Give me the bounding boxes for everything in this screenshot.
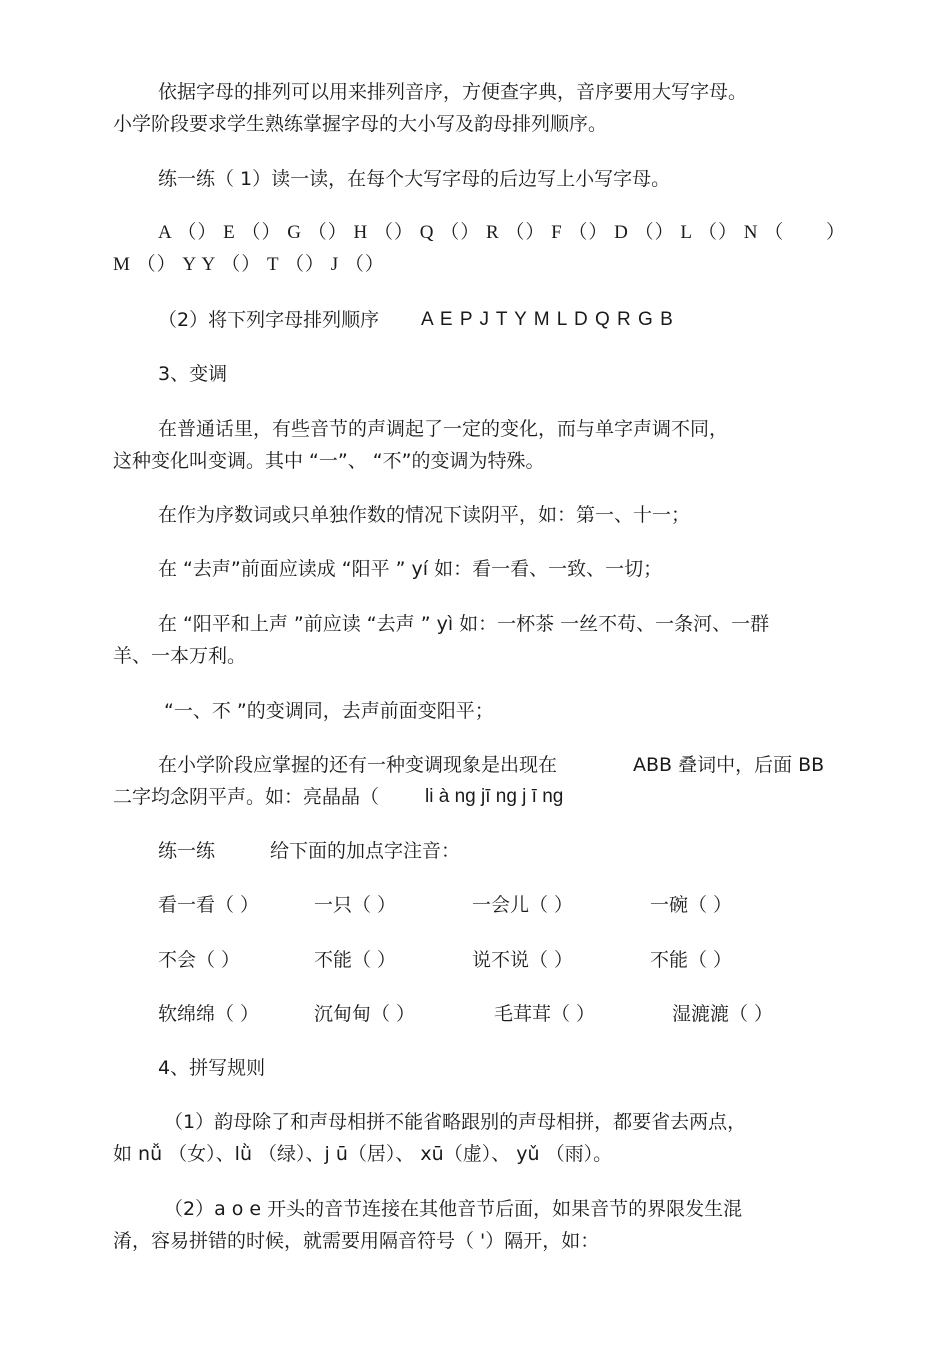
intro-line-2: 小学阶段要求学生熟练掌握字母的大小写及韵母排列顺序。 <box>113 113 608 135</box>
section3-p6-line2-a: 二字均念阴平声。如：亮晶晶（ <box>113 786 380 808</box>
letters-row-1: A （） E （） G （） H （） Q （） R （） F （） D （） L （） N （ <box>158 222 785 243</box>
pinyin-liangjingjing: li à ng jī ng j ī ng <box>425 786 564 807</box>
letters-row-1-close: ） <box>826 222 847 243</box>
exercise-item: 不会（ ） <box>158 949 241 971</box>
section3-p6-line1-a: 在小学阶段应掌握的还有一种变调现象是出现在 <box>158 754 558 776</box>
exercise-item: 不能（ ） <box>650 949 733 971</box>
exercise-item: 一碗（ ） <box>650 894 733 916</box>
exercise-item: 软绵绵（ ） <box>158 1003 260 1025</box>
section3-p1-line2: 这种变化叫变调。其中 “一”、 “不”的变调为特殊。 <box>113 450 545 472</box>
intro-line-1: 依据字母的排列可以用来排列音序，方便查字典，音序要用大写字母。 <box>158 81 748 103</box>
exercise-item: 一会儿（ ） <box>472 894 574 916</box>
practice2-label: 练一练 <box>158 840 216 862</box>
section4-r1-line1: （1）韵母除了和声母相拼不能省略跟别的声母相拼，都要省去两点， <box>164 1111 747 1133</box>
section3-heading: 3、变调 <box>158 363 228 385</box>
letters-row-2: M （） Y Y （） T （） J （） <box>113 254 385 275</box>
practice1-part2-letters: A E P J T Y M L D Q R G B <box>421 309 674 330</box>
exercise-item: 沉甸甸（ ） <box>314 1003 416 1025</box>
section3-p6-line1-b: ABB 叠词中，后面 BB <box>633 754 825 776</box>
practice2-instruction: 给下面的加点字注音： <box>270 840 461 862</box>
exercise-item: 湿漉漉（ ） <box>672 1003 774 1025</box>
section3-p3: 在 “去声”前面应读成 “阳平 ” yí 如：看一看、一致、一切； <box>158 558 663 580</box>
section3-p5: “一、不 ”的变调同，去声前面变阳平； <box>164 700 494 722</box>
section3-p1-line1: 在普通话里，有些音节的声调起了一定的变化，而与单字声调不同， <box>158 418 729 440</box>
section4-r1-line2: 如 nǚ （女）、lǜ （绿）、j ū（居）、 xū（虚）、 yǔ （雨）。 <box>113 1143 613 1165</box>
exercise-item: 看一看（ ） <box>158 894 260 916</box>
practice1-part2-label: （2）将下列字母排列顺序 <box>158 309 380 331</box>
exercise-item: 不能（ ） <box>314 949 397 971</box>
practice1-title: 练一练（ 1）读一读，在每个大写字母的后边写上小写字母。 <box>158 168 671 190</box>
section4-r2-line2: 淆，容易拼错的时候，就需要用隔音符号（ '）隔开，如： <box>113 1230 600 1252</box>
exercise-item: 毛茸茸（ ） <box>494 1003 596 1025</box>
exercise-item: 说不说（ ） <box>472 949 574 971</box>
exercise-item: 一只（ ） <box>314 894 397 916</box>
section4-r2-line1: （2）a o e 开头的音节连接在其他音节后面，如果音节的界限发生混 <box>164 1198 743 1220</box>
section4-heading: 4、拼写规则 <box>158 1057 266 1079</box>
section3-p2: 在作为序数词或只单独作数的情况下读阴平，如：第一、十一； <box>158 504 691 526</box>
section3-p4-line2: 羊、一本万利。 <box>113 645 247 667</box>
section3-p4-line1: 在 “阳平和上声 ”前应读 “去声 ” yì 如：一杯茶 一丝不苟、一条河、一群 <box>158 613 770 635</box>
